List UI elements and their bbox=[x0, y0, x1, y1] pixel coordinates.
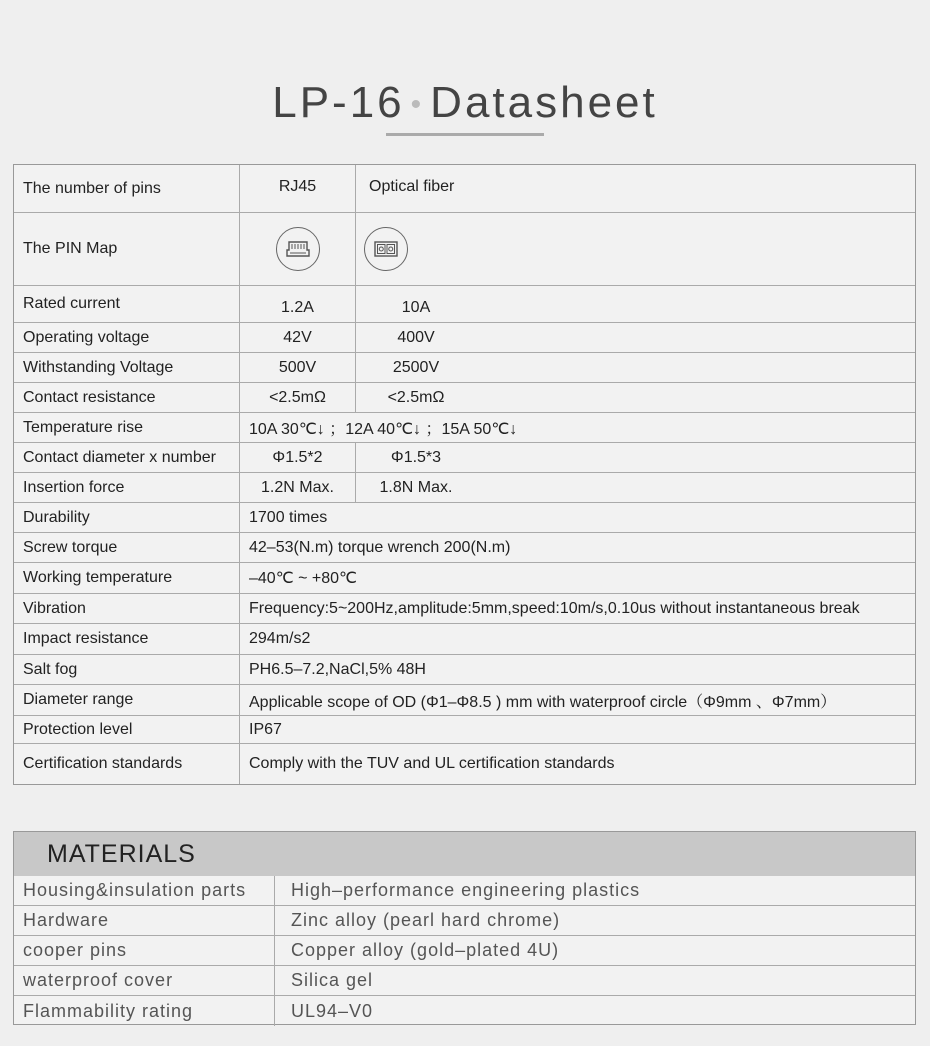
spec-label: Diameter range bbox=[14, 685, 240, 715]
spec-label: Screw torque bbox=[14, 533, 240, 562]
spec-col-rj45: RJ45 bbox=[240, 165, 356, 212]
materials-value: Copper alloy (gold–plated 4U) bbox=[291, 940, 560, 960]
optical-fiber-port-icon bbox=[364, 227, 408, 271]
spec-value-rj45: 500V bbox=[240, 353, 356, 382]
spec-row-temperature bbox=[14, 413, 915, 443]
spec-row bbox=[14, 473, 915, 503]
spec-value-rj45: 1.2A bbox=[240, 286, 356, 322]
spec-label: Insertion force bbox=[14, 473, 240, 502]
spec-value-fiber: 10A bbox=[401, 299, 431, 316]
spec-value-fiber: <2.5mΩ bbox=[387, 388, 445, 406]
title-word: Datasheet bbox=[430, 78, 658, 127]
spec-value-rj45: 42V bbox=[240, 323, 356, 352]
spec-value-wide: PH6.5–7.2,NaCl,5% 48H bbox=[249, 660, 426, 678]
materials-row bbox=[14, 996, 915, 1026]
spec-label: Durability bbox=[14, 503, 240, 532]
spec-row bbox=[14, 594, 915, 624]
spec-label: Contact diameter x number bbox=[14, 443, 240, 472]
materials-row bbox=[14, 906, 915, 936]
spec-value-wide: 1700 times bbox=[249, 508, 328, 526]
spec-row-pinmap bbox=[14, 213, 915, 286]
spec-label: Rated current bbox=[14, 286, 240, 322]
spec-row bbox=[14, 624, 915, 655]
spec-value-rj45: <2.5mΩ bbox=[240, 383, 356, 412]
spec-label: Protection level bbox=[14, 716, 240, 743]
materials-row bbox=[14, 876, 915, 906]
spec-value-rj45: 1.2N Max. bbox=[240, 473, 356, 502]
materials-table bbox=[13, 831, 916, 1025]
spec-label: Temperature rise bbox=[14, 413, 240, 442]
materials-value: Silica gel bbox=[291, 970, 374, 990]
spec-label: Working temperature bbox=[14, 563, 240, 593]
materials-row bbox=[14, 936, 915, 966]
spec-row bbox=[14, 744, 915, 784]
page-title bbox=[0, 78, 930, 128]
spec-label: Vibration bbox=[14, 594, 240, 623]
spec-label: The number of pins bbox=[14, 165, 240, 212]
spec-row bbox=[14, 286, 915, 323]
spec-value-wide: Frequency:5~200Hz,amplitude:5mm,speed:10m/s,0.10us without instantaneous break bbox=[249, 599, 860, 617]
spec-row bbox=[14, 323, 915, 353]
spec-row bbox=[14, 353, 915, 383]
materials-heading: MATERIALS bbox=[14, 832, 915, 876]
title-separator: • bbox=[410, 88, 425, 122]
spec-row bbox=[14, 503, 915, 533]
spec-label: Withstanding Voltage bbox=[14, 353, 240, 382]
materials-label: waterproof cover bbox=[14, 966, 275, 995]
spec-row bbox=[14, 533, 915, 563]
spec-row bbox=[14, 443, 915, 473]
rj45-port-icon bbox=[276, 227, 320, 271]
spec-value-fiber: 1.8N Max. bbox=[379, 478, 453, 496]
materials-label: Flammability rating bbox=[14, 996, 275, 1026]
spec-row bbox=[14, 563, 915, 594]
spec-value-wide: –40℃ ~ +80℃ bbox=[249, 570, 358, 587]
spec-row bbox=[14, 716, 915, 744]
materials-value: Zinc alloy (pearl hard chrome) bbox=[291, 910, 561, 930]
spec-row bbox=[14, 685, 915, 716]
spec-value-fiber: Φ1.5*3 bbox=[390, 448, 442, 466]
materials-value: UL94–V0 bbox=[291, 1000, 374, 1021]
spec-label: Certification standards bbox=[14, 744, 240, 784]
rj45-pin-cell bbox=[240, 213, 356, 285]
spec-value-rj45: Φ1.5*2 bbox=[240, 443, 356, 472]
spec-col-fiber: Optical fiber bbox=[369, 177, 455, 195]
spec-row bbox=[14, 383, 915, 413]
spec-label: Impact resistance bbox=[14, 624, 240, 654]
spec-value-wide: IP67 bbox=[249, 720, 282, 738]
spec-table bbox=[13, 164, 916, 785]
spec-value-wide: 42–53(N.m) torque wrench 200(N.m) bbox=[249, 538, 511, 556]
spec-row bbox=[14, 655, 915, 685]
materials-value: High–performance engineering plastics bbox=[291, 880, 641, 900]
spec-label: Contact resistance bbox=[14, 383, 240, 412]
materials-label: cooper pins bbox=[14, 936, 275, 965]
spec-value-wide: Comply with the TUV and UL certification standards bbox=[249, 755, 615, 772]
title-model: LP-16 bbox=[272, 78, 405, 127]
spec-value-wide: 294m/s2 bbox=[249, 630, 311, 647]
materials-label: Hardware bbox=[14, 906, 275, 935]
spec-label: The PIN Map bbox=[14, 213, 240, 285]
fiber-pin-cell bbox=[356, 213, 416, 285]
spec-value-fiber: 400V bbox=[397, 328, 435, 346]
title-underline bbox=[386, 133, 544, 136]
spec-value-wide: Applicable scope of OD (Φ1–Φ8.5 ) mm with waterproof circle（Φ9mm 、Φ7mm） bbox=[249, 693, 837, 711]
spec-value-fiber: 2500V bbox=[392, 358, 440, 376]
spec-label: Operating voltage bbox=[14, 323, 240, 352]
materials-label: Housing&insulation parts bbox=[14, 876, 275, 905]
spec-row-pins bbox=[14, 165, 915, 213]
spec-value-wide: 10A 30℃↓ ；12A 40℃↓ ；15A 50℃↓ bbox=[249, 421, 518, 438]
spec-label: Salt fog bbox=[14, 655, 240, 684]
materials-row bbox=[14, 966, 915, 996]
